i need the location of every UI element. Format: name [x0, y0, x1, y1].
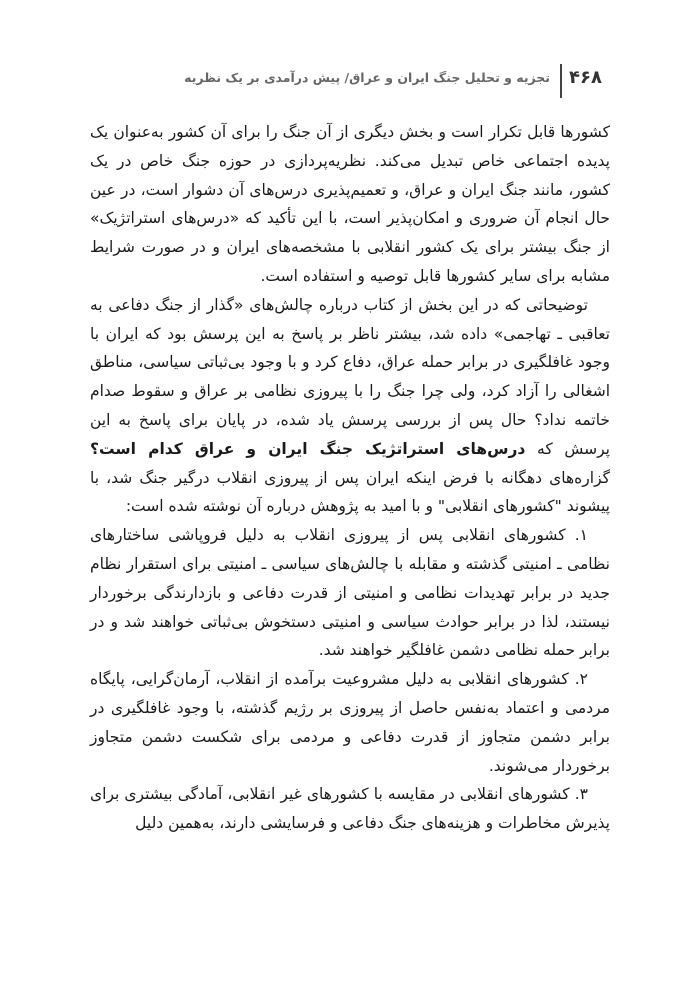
body-text: [90, 118, 610, 838]
proposition-1: ۱. کشورهای انقلابی پس از پیروزی انقلاب به دلیل فروپاشی ساختارهای نظامی ـ امنیتی گذشته و مقابله با چالش‌های سیاسی ـ امنیتی برای استقرار نظام جدید در برابر تهدیدات نظامی و امنیتی از قدرت دفاعی و بازدارندگی برخوردار نیستند، لذا در برابر حوادث سیاسی و امنیتی دستخوش بی‌ثباتی خواهند شد و در برابر حمله نظامی دشمن غافلگیر خواهند شد.: [90, 526, 610, 660]
paragraph-2-outro: گزاره‌های دهگانه با فرض اینکه ایران پس از پیروزی انقلاب درگیر جنگ شد، با پیشوند "کشورهای انقلابی" و با امید به پژوهش درباره آن نوشته شده است:: [90, 468, 610, 516]
proposition-3: ۳. کشورهای انقلابی در مقایسه با کشورهای غیر انقلابی، آمادگی بیشتری برای پذیرش مخاطرات و هزینه‌های جنگ دفاعی و فرسایشی دارند، به‌همین دلیل: [90, 785, 610, 833]
paragraph-2-emphasis: درس‌های استراتژیک جنگ ایران و عراق کدام است؟: [90, 439, 526, 458]
header-divider: [560, 64, 562, 98]
running-title: تجزیه و تحلیل جنگ ایران و عراق/ پیش درآمدی بر یک نظریه: [184, 70, 550, 85]
paragraph-1: کشورها قابل تکرار است و بخش دیگری از آن جنگ را برای آن کشور به‌عنوان یک پدیده اجتماعی خاص تبدیل می‌کند. نظریه‌پردازی در حوزه جنگ خاص در یک کشور، مانند جنگ ایران و عراق، و تعمیم‌پذیری درس‌های آن دشوار است، در عین حال انجام آن ضروری و امکان‌پذیر است، با این تأکید که «درس‌های استراتژیک» از جنگ بیشتر برای یک کشور انقلابی با مشخصه‌های ایران و در صورت شرایط مشابه برای سایر کشورها قابل توصیه و استفاده است.: [90, 123, 610, 285]
proposition-2: ۲. کشورهای انقلابی به دلیل مشروعیت برآمده از انقلاب، آرمان‌گرایی، پایگاه مردمی و اعتماد به‌نفس حاصل از پیروزی بر رژیم گذشته، با وجود غافلگیری در برابر دشمن متجاوز از قدرت دفاعی و مردمی برای شکست دشمن متجاوز برخوردار می‌شوند.: [90, 670, 610, 775]
running-header: [184, 64, 602, 100]
paragraph-2-intro: توضیحاتی که در این بخش از کتاب درباره چالش‌های «گذار از جنگ دفاعی به تعاقبی ـ تهاجمی» داده شد، بیشتر ناظر بر پاسخ به این پرسش بود که ایران با وجود غافلگیری در برابر حمله عراق، دفاع کرد و با وجود بی‌ثباتی سیاسی، مناطق اشغالی را آزاد کرد، ولی چرا جنگ را با پیروزی نظامی بر عراق و سقوط صدام خاتمه نداد؟ حال پس از بررسی پرسش یاد شده، در پایان برای پاسخ به این پرسش که: [90, 295, 610, 458]
paragraph-2: [90, 291, 610, 521]
page-number: ۴۶۸: [569, 67, 602, 88]
